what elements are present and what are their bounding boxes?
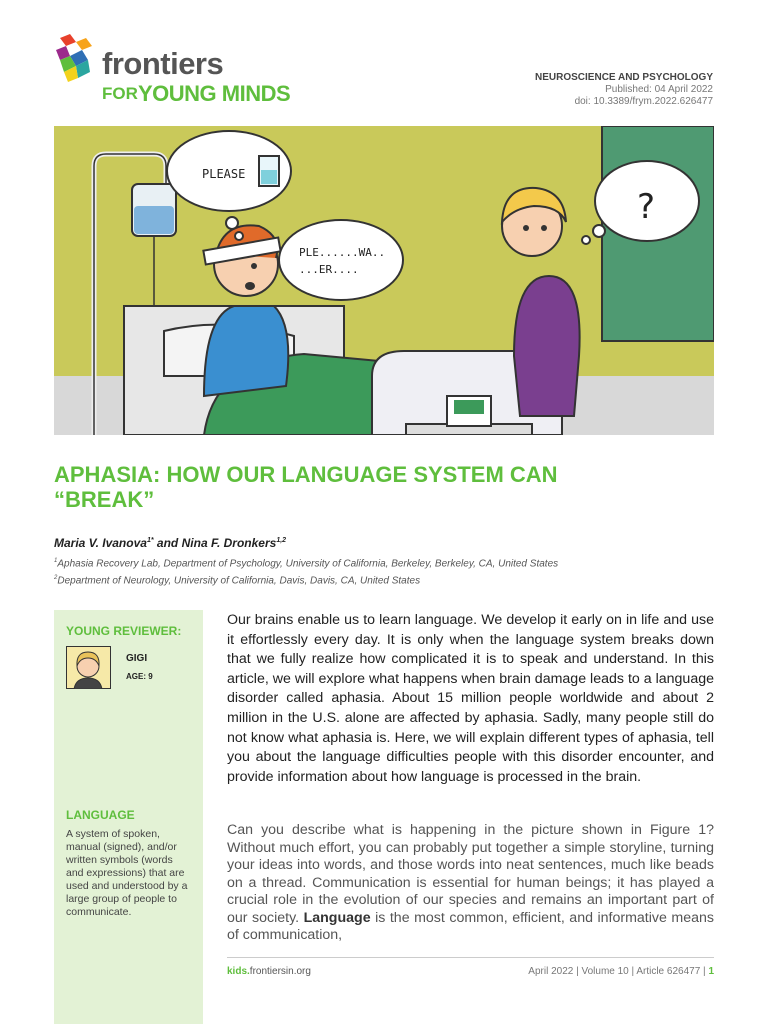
footer-issue — [528, 966, 714, 977]
reviewer-age: AGE: 9 — [126, 672, 153, 681]
authors — [54, 536, 286, 550]
doi[interactable]: doi: 10.3389/frym.2022.626477 — [574, 96, 713, 107]
article-title — [54, 462, 694, 512]
brand-young-minds: YOUNG MINDS — [138, 81, 291, 106]
aff1-num: 1 — [54, 558, 58, 564]
reviewer-name: GIGI — [126, 653, 148, 664]
page-number: 1 — [708, 966, 714, 977]
aff2-text: Department of Neurology, University of California, Davis, Davis, CA, United States — [57, 575, 421, 587]
author-1[interactable]: Maria V. Ivanova — [54, 536, 147, 550]
frontiers-logo[interactable] — [54, 34, 314, 108]
question-mark: ? — [637, 187, 656, 227]
affiliation-1 — [54, 558, 558, 569]
section-label: NEUROSCIENCE AND PSYCHOLOGY — [535, 72, 713, 83]
brand-wordmark: frontiers — [102, 46, 224, 81]
sidebar — [54, 610, 203, 1024]
glossary-heading: LANGUAGE — [66, 808, 135, 822]
reviewer-avatar — [66, 646, 111, 689]
young-reviewer-heading: YOUNG REVIEWER: — [66, 624, 182, 638]
published-date: Published: 04 April 2022 — [605, 84, 713, 95]
affiliation-2 — [54, 575, 420, 586]
frontiers-cube-icon — [54, 34, 98, 82]
body-paragraph — [227, 822, 714, 945]
author-2-sup: 1,2 — [276, 537, 287, 544]
article-meta — [535, 72, 713, 108]
please-text: PLEASE — [202, 167, 246, 181]
authors-and: and — [156, 536, 179, 550]
footer-divider — [227, 957, 714, 958]
figure-illustration — [54, 126, 714, 435]
para2-text-a: Can you describe what is happening in the picture shown in Figure 1? Without much effort, you can probably put together a simple storyline, turning your ideas into words, and those words into neat sentences, much like beads on a thread. Communication is essential for human beings; it has played a crucial role in the evolution of our species and remains an important part of our society. — [227, 822, 714, 926]
speech-bubble — [279, 220, 403, 300]
intro-paragraph: Our brains enable us to learn language. We develop it early on in life and use it effortlessly every day. It is only when the language system breaks down that we fully realize how complicated it is to speak and understand. In this article, we will explore what happens when brain damage leads to a language disorder called aphasia. About 15 million people worldwide and about 2 million in the U.S. alone are affected by aphasia. Sadly, many people still do not know what aphasia is. Here, we will explain different types of aphasia, tell you about the language difficulties people with this disorder encounter, and provide information about how language is processed in the brain. — [227, 612, 714, 785]
title-line-2: “BREAK” — [54, 487, 155, 512]
speech-text-2: ...ER.... — [299, 263, 359, 276]
author-1-sup: 1* — [146, 537, 154, 544]
glossary-definition: A system of spoken, manual (signed), and/or written symbols (words and expressions) that are used and understood by a large group of people to communicate. — [66, 828, 188, 918]
brand-for: FOR — [102, 84, 138, 103]
footer-kids: kids. — [227, 966, 250, 977]
author-2[interactable]: Nina F. Dronkers — [181, 536, 277, 550]
footer-site-link[interactable] — [227, 966, 311, 977]
speech-text-1: PLE......WA.. — [299, 246, 386, 259]
footer-issue-text: April 2022 | Volume 10 | Article 626477 | — [528, 966, 706, 977]
aff1-text: Aphasia Recovery Lab, Department of Psychology, University of California, Berkeley, Berkeley, CA, United States — [57, 558, 559, 570]
aff2-num: 2 — [54, 575, 58, 581]
title-line-1: APHASIA: HOW OUR LANGUAGE SYSTEM CAN — [54, 462, 558, 487]
footer-domain: frontiersin.org — [249, 966, 311, 977]
glossary-term-language[interactable]: Language — [303, 909, 371, 926]
para2-text-b: is the most common, efficient, and informative means of communication, — [227, 909, 714, 943]
